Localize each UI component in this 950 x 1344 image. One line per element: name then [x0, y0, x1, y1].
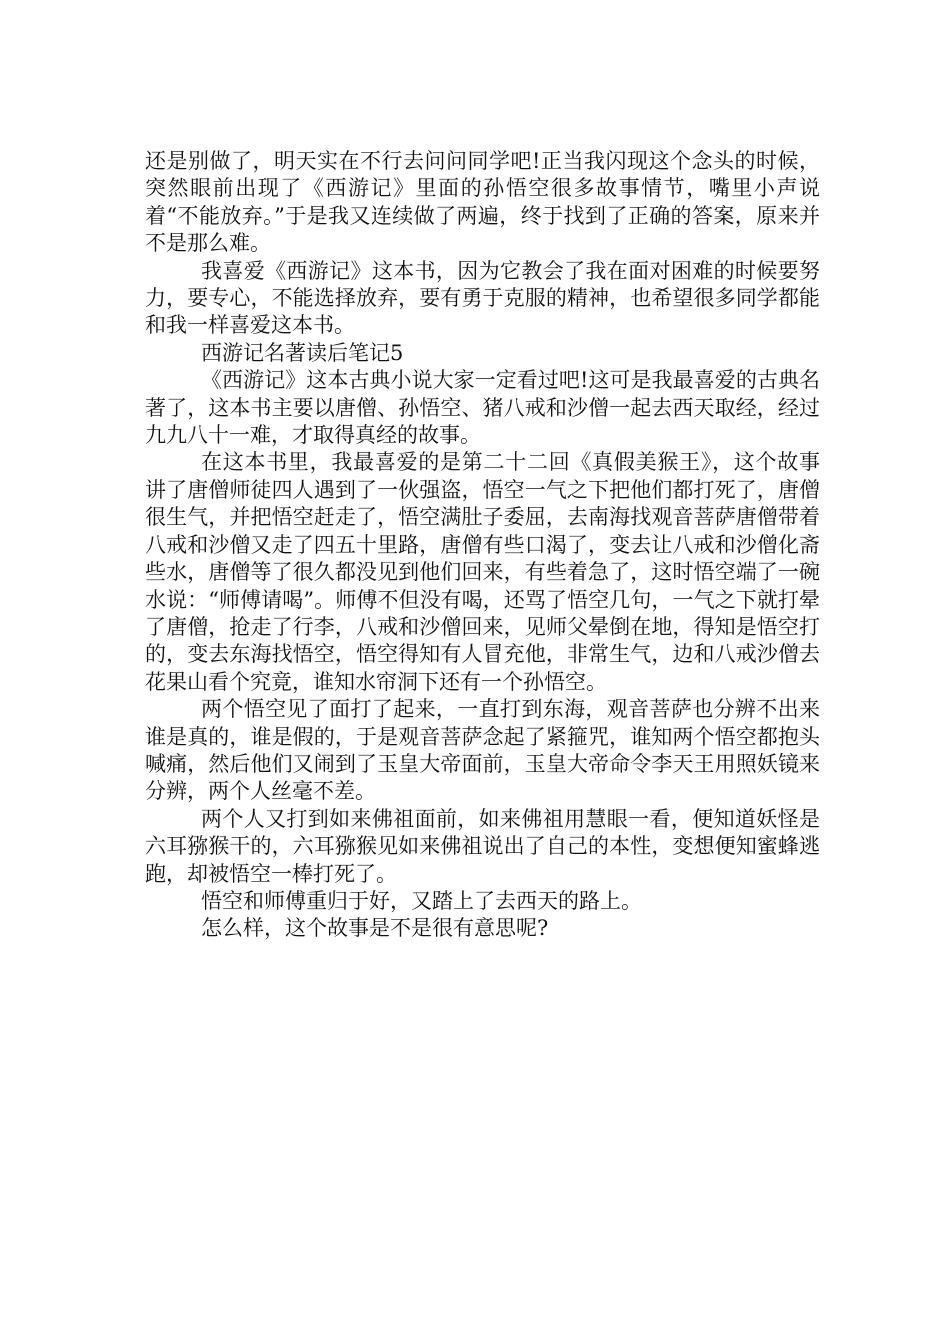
paragraph-8: 怎么样，这个故事是不是很有意思呢?: [201, 916, 549, 941]
paragraph-6: 两个人又打到如来佛祖面前，如来佛祖用慧眼一看，便知道妖怪是六耳猕猴干的，六耳猕猴见如来佛祖说出了自己的本性，变想便知蜜蜂逃跑，却被悟空一棒打死了。: [145, 806, 820, 886]
paragraph-7: 悟空和师傅重归于好，又踏上了去西天的路上。: [201, 888, 642, 913]
section-heading: 西游记名著读后笔记5: [201, 340, 404, 365]
paragraph-3: 《西游记》这本古典小说大家一定看过吧!这可是我最喜爱的古典名著了，这本书主要以唐僧、孙悟空、猪八戒和沙僧一起去西天取经，经过九九八十一难，才取得真经的故事。: [145, 368, 820, 448]
paragraph-5: 两个悟空见了面打了起来，一直打到东海，观音菩萨也分辨不出来谁是真的，谁是假的，于是观音菩萨念起了紧箍咒，谁知两个悟空都抱头喊痛，然后他们又闹到了玉皇大帝面前，玉皇大帝命令李天王用照妖镜来分辨，两个人丝毫不差。: [145, 697, 820, 804]
document-body: [145, 148, 820, 943]
paragraph-2: 我喜爱《西游记》这本书，因为它教会了我在面对困难的时候要努力，要专心，不能选择放弃，要有勇于克服的精神，也希望很多同学都能和我一样喜爱这本书。: [145, 258, 820, 338]
paragraph-4: 在这本书里，我最喜爱的是第二十二回《真假美猴王》，这个故事讲了唐僧师徒四人遇到了一伙强盗，悟空一气之下把他们都打死了，唐僧很生气，并把悟空赶走了，悟空满肚子委屈，去南海找观音菩萨唐僧带着八戒和沙僧又走了四五十里路，唐僧有些口渴了，变去让八戒和沙僧化斋些水，唐僧等了很久都没见到他们回来，有些着急了，这时悟空端了一碗水说：“师傅请喝”。师傅不但没有喝，还骂了悟空几句，一气之下就打晕了唐僧，抢走了行李，八戒和沙僧回来，见师父晕倒在地，得知是悟空打的，变去东海找悟空，悟空得知有人冒充他，非常生气，边和八戒沙僧去花果山看个究竟，谁知水帘洞下还有一个孙悟空。: [145, 450, 820, 694]
paragraph-1: 还是别做了，明天实在不行去问问同学吧!正当我闪现这个念头的时候，突然眼前出现了《西游记》里面的孙悟空很多故事情节，嘴里小声说着“不能放弃。”于是我又连续做了两遍，终于找到了正确的答案，原来并不是那么难。: [145, 149, 820, 256]
